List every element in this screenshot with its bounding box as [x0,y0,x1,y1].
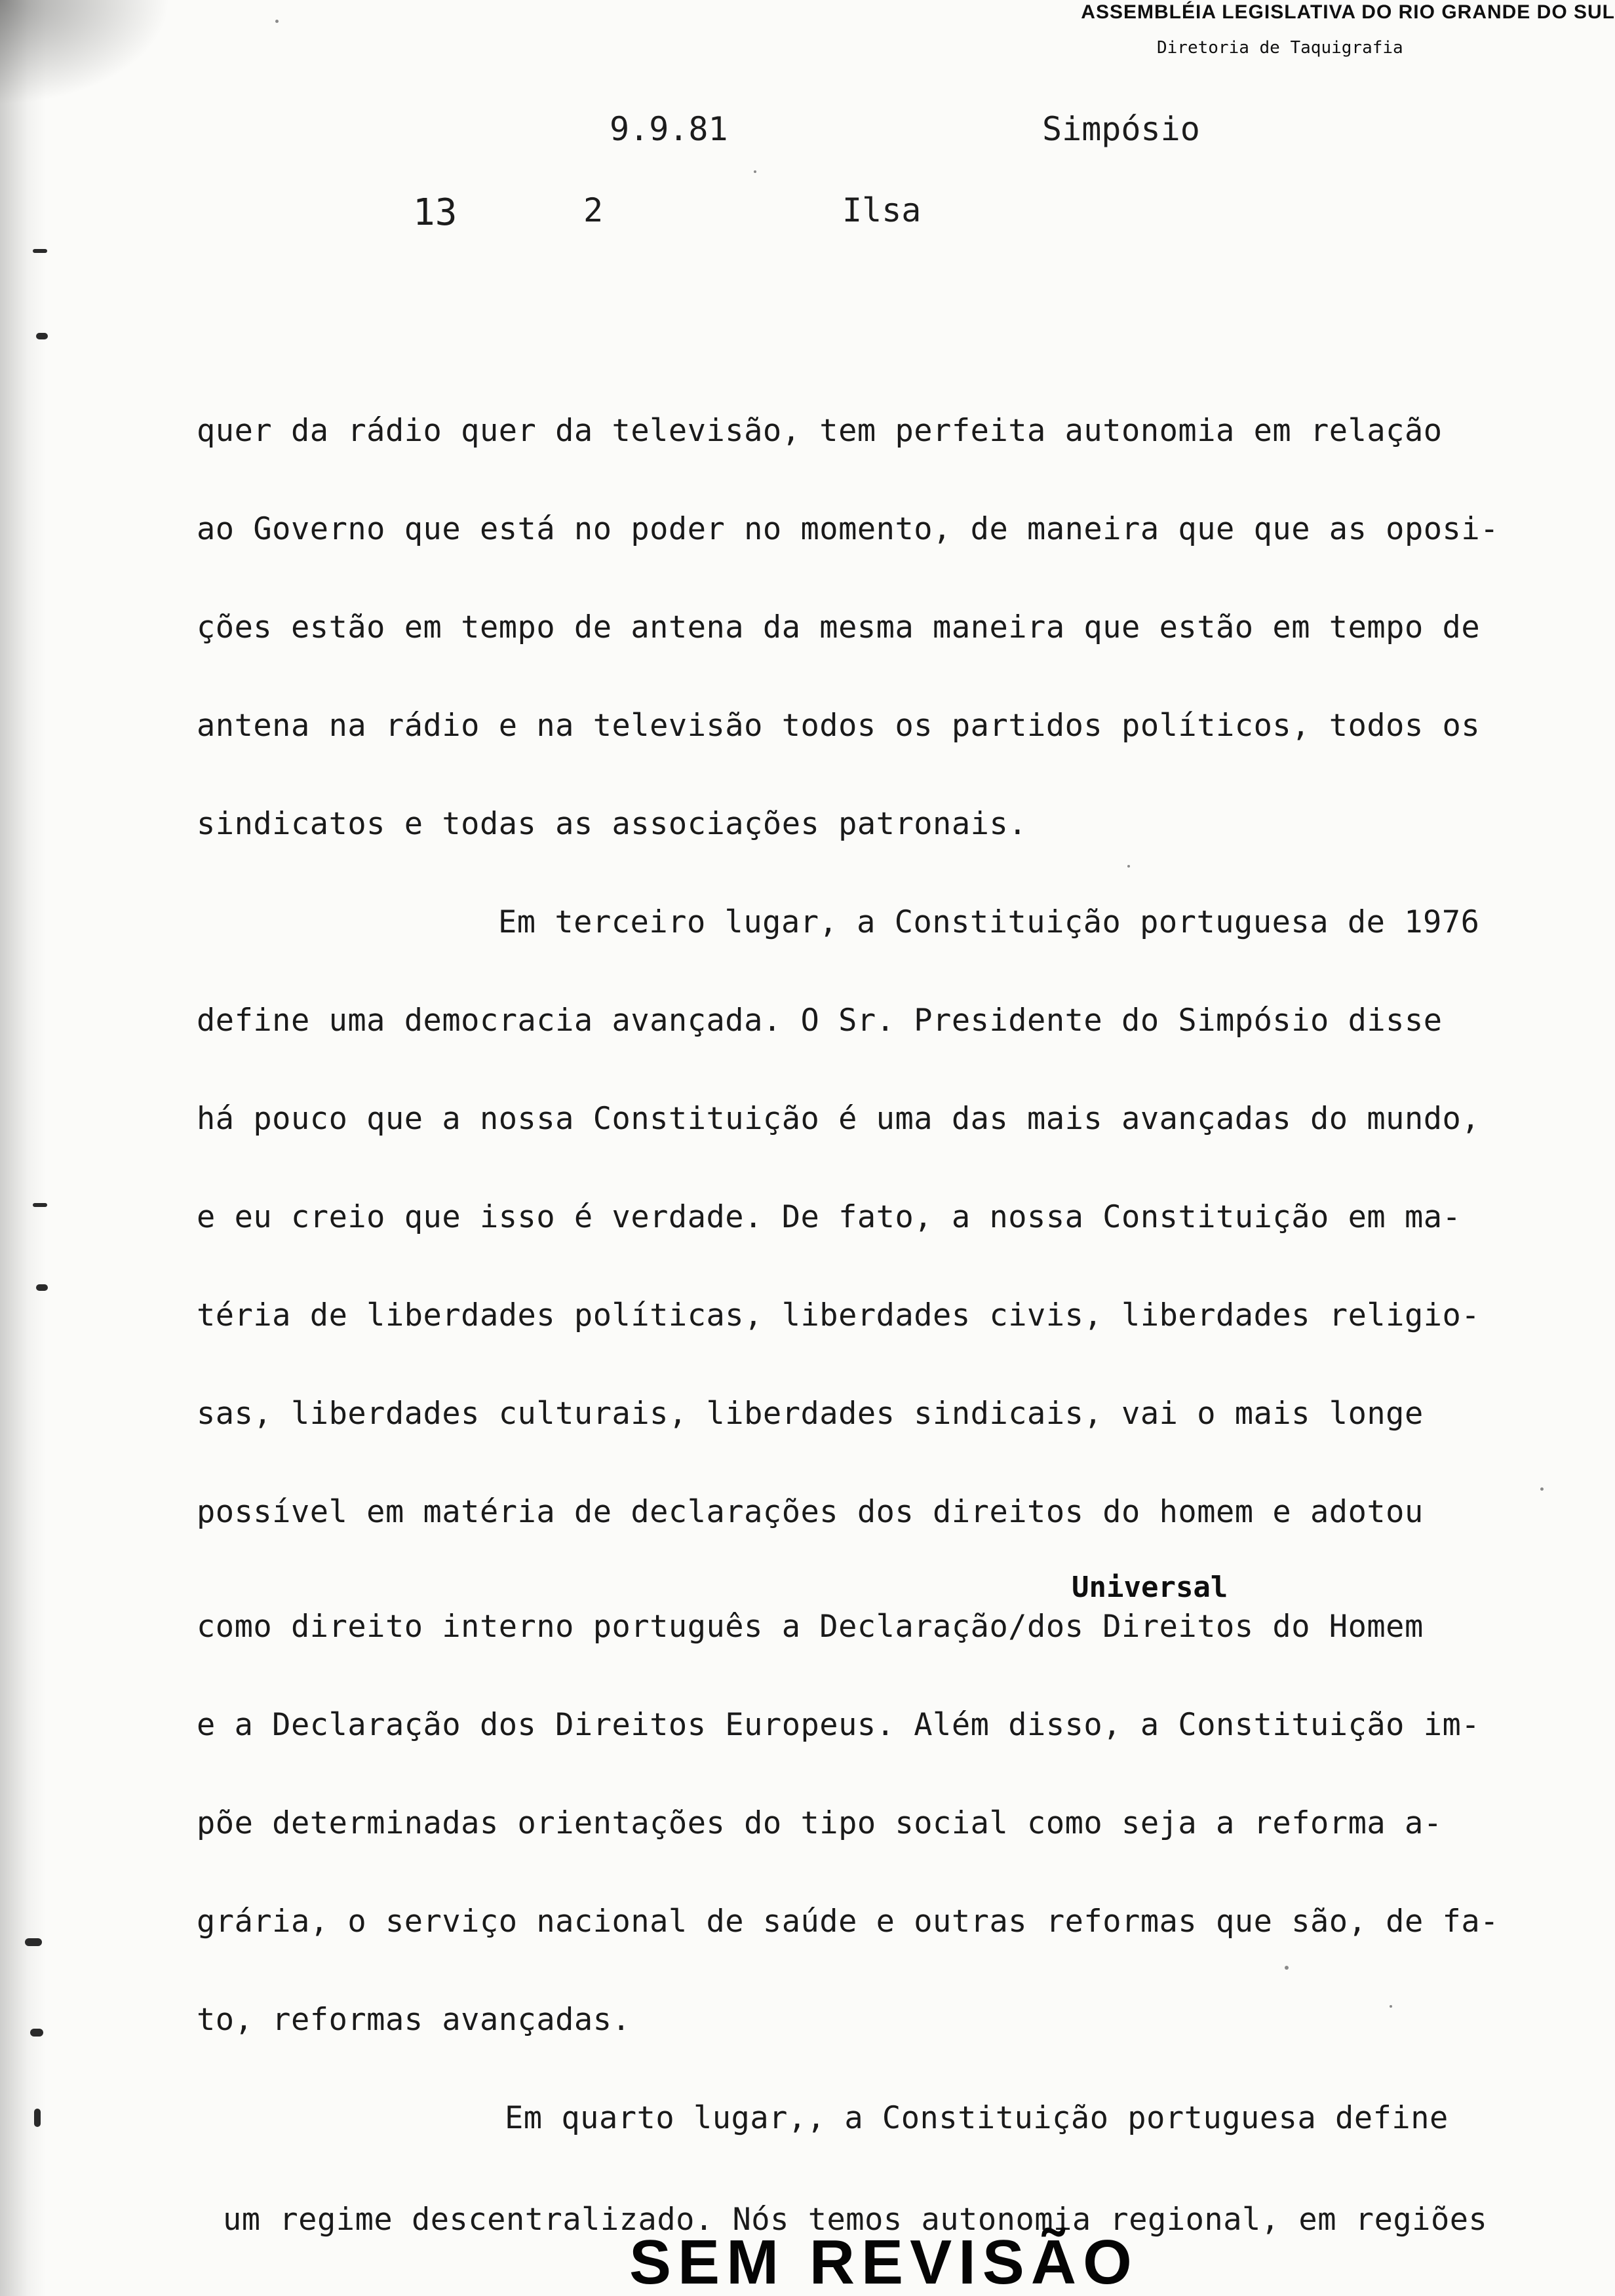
transcript-line: ao Governo que está no poder no momento, de maneira que que as oposi- [197,511,1499,547]
sem-revisao-stamp: SEM REVISÃO [629,2227,1138,2296]
transcript-line: possível em matéria de declarações dos direitos do homem e adotou [197,1494,1424,1530]
transcript-line: define uma democracia avançada. O Sr. Presidente do Simpósio disse [197,1003,1443,1039]
transcript-line: sindicatos e todas as associações patronais. [197,806,1028,842]
letterhead-department: Diretoria de Taquigrafia [1157,38,1403,58]
transcript-line: to, reformas avançadas. [197,2002,631,2038]
margin-mark [33,1203,47,1207]
scan-speck [1285,1966,1289,1970]
header-date: 9.9.81 [610,110,728,148]
transcript-line: Em terceiro lugar, a Constituição portuguesa de 1976 [498,904,1480,940]
margin-mark [30,2029,43,2037]
margin-mark [34,2109,41,2127]
scan-speck [1540,1487,1544,1491]
transcript-line: e a Declaração dos Direitos Europeus. Além disso, a Constituição im- [197,1707,1481,1743]
transcript-line: grária, o serviço nacional de saúde e outras reformas que são, de fa- [197,1904,1499,1940]
scan-edge-shadow [0,0,46,2296]
margin-mark [36,1284,48,1291]
transcript-line: téria de liberdades políticas, liberdades civis, liberdades religio- [197,1297,1481,1333]
interlinear-insertion: Universal [1072,1571,1228,1604]
scan-speck [1390,2005,1392,2008]
scan-speck [1127,865,1130,868]
transcript-line: um regime descentralizado. Nós temos autonomia regional, em regiões [223,2202,1488,2238]
scan-speck [275,20,279,23]
margin-mark [25,1938,42,1946]
margin-mark [36,333,48,339]
transcript-line: ções estão em tempo de antena da mesma maneira que estão em tempo de [197,609,1481,645]
header-sheet-number: 13 [413,191,457,234]
scan-speck [754,170,756,173]
scan-corner-shadow [0,0,170,105]
transcript-line: como direito interno português a Declaração/dos Direitos do Homem [197,1609,1424,1645]
margin-mark [33,249,47,253]
transcript-line: sas, liberdades culturais, liberdades sindicais, vai o mais longe [197,1396,1424,1432]
letterhead-organization: ASSEMBLÉIA LEGISLATIVA DO RIO GRANDE DO SUL [1081,1,1615,23]
transcript-line: quer da rádio quer da televisão, tem perfeita autonomia em relação [197,413,1443,449]
transcript-line: Em quarto lugar,, a Constituição portuguesa define [505,2100,1449,2136]
header-stenographer: Ilsa [842,191,922,229]
header-event: Simpósio [1042,110,1200,148]
transcript-line: há pouco que a nossa Constituição é uma das mais avançadas do mundo, [197,1101,1481,1137]
transcript-line: e eu creio que isso é verdade. De fato, a nossa Constituição em ma- [197,1199,1462,1235]
transcript-line: põe determinadas orientações do tipo social como seja a reforma a- [197,1805,1443,1841]
transcript-line: antena na rádio e na televisão todos os partidos políticos, todos os [197,708,1481,744]
header-sequence-number: 2 [583,191,604,229]
